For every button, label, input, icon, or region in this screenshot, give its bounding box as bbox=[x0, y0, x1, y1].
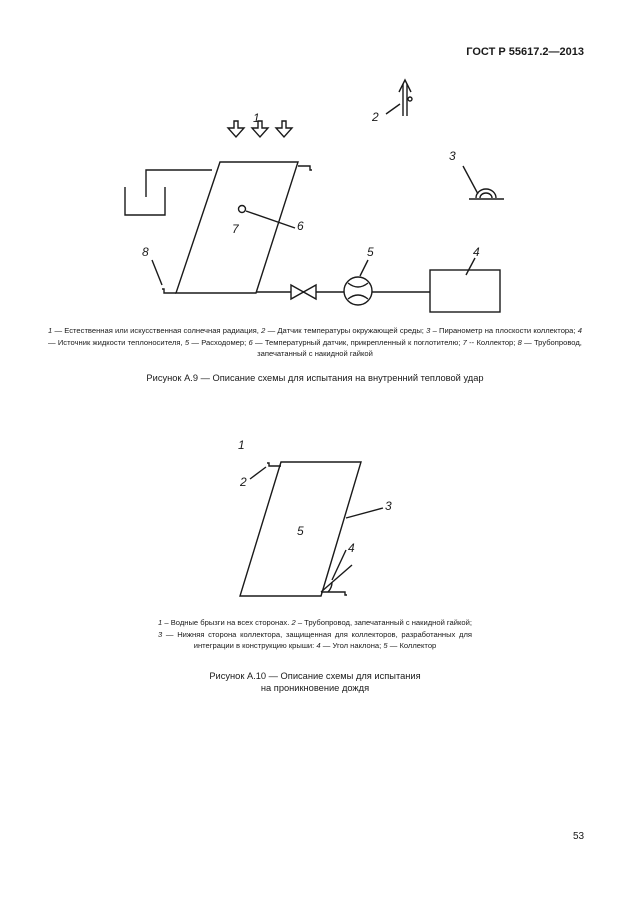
document-header: ГОСТ Р 55617.2—2013 bbox=[466, 46, 584, 58]
temperature-sensor-icon bbox=[239, 206, 246, 213]
fig10-label-3: 3 bbox=[385, 499, 392, 513]
fig9-label-4: 4 bbox=[473, 245, 480, 259]
figure-a10-caption bbox=[165, 670, 465, 694]
figure-a9-diagram bbox=[0, 0, 630, 320]
liquid-source-box bbox=[430, 270, 500, 312]
leader-2 bbox=[386, 104, 400, 114]
fig9-label-6: 6 bbox=[297, 219, 304, 233]
figure-a9-caption: Рисунок А.9 — Описание схемы для испытания на внутренний тепловой удар bbox=[146, 373, 484, 383]
fig10-label-2: 2 bbox=[240, 475, 247, 489]
radiation-arrow-icon bbox=[228, 121, 292, 137]
figure-a9-legend: 1 — Естественная или искусственная солнечная радиация, 2 — Датчик температуры окружающей среды; 3 – Пиранометр на плоскости коллектора; 4 — Источник жидкости теплоносителя, 5 — Расходомер; 6 — Температурный датчик, прикрепленный к поглотителю; 7 -- Коллектор; 8 — Трубопровод, запечатанный с накидной гайкой bbox=[48, 326, 582, 358]
fig10-label-4: 4 bbox=[348, 541, 355, 555]
flowmeter-icon bbox=[344, 277, 372, 305]
figure-a10-legend: 1 – Водные брызги на всех сторонах. 2 – Трубопровод, запечатанный с накидной гайкой; 3 — Нижняя сторона коллектора, защищенная для коллекторов, разработанных для интеграции в конструкцию крыши: 4 — Угол наклона; 5 — Коллектор bbox=[158, 618, 472, 650]
fig9-label-3: 3 bbox=[449, 149, 456, 163]
fig9-label-2: 2 bbox=[372, 110, 379, 124]
fig10-label-1: 1 bbox=[238, 438, 245, 452]
pyranometer-icon bbox=[469, 189, 504, 199]
figure-a10-diagram bbox=[0, 420, 630, 630]
fig9-label-7: 7 bbox=[232, 222, 239, 236]
fig9-label-5: 5 bbox=[367, 245, 374, 259]
figure-a10-caption-line1: Рисунок А.10 — Описание схемы для испытания bbox=[209, 671, 421, 681]
tank-icon bbox=[125, 187, 165, 215]
figure-a10-caption-line2: на проникновение дождя bbox=[260, 683, 370, 693]
ambient-sensor-icon bbox=[399, 80, 412, 116]
leader-3 bbox=[463, 166, 478, 194]
page-number: 53 bbox=[573, 831, 585, 842]
fig10-label-5: 5 bbox=[297, 524, 304, 538]
fig9-label-8: 8 bbox=[142, 245, 149, 259]
fig9-label-1: 1 bbox=[253, 111, 260, 125]
